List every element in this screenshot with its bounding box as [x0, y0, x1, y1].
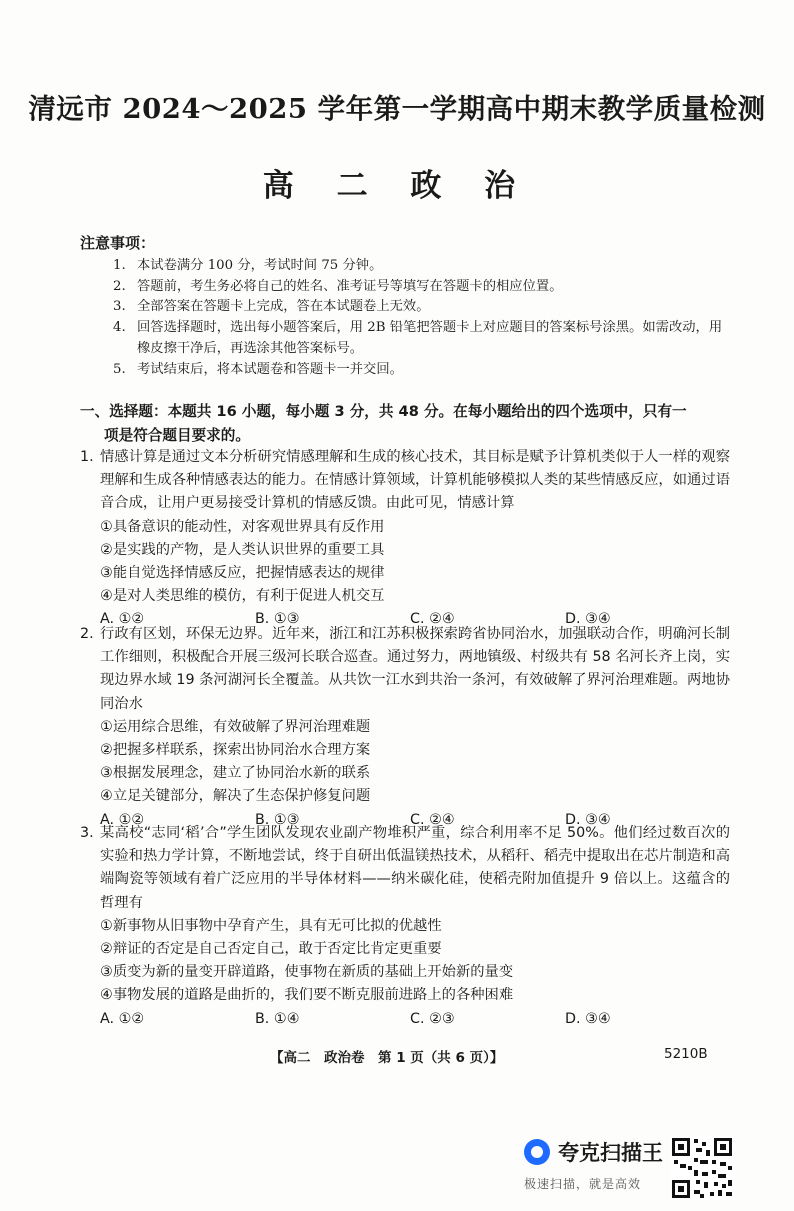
statement-option: ③质变为新的量变开辟道路，使事物在新质的基础上开始新的量变	[100, 964, 514, 981]
question-2	[80, 623, 730, 832]
exam-subject: 高 二 政 治	[262, 168, 532, 204]
question-stem: 某高校“志同‘稻’合”学生团队发现农业副产物堆积严重，综合利用率不足 50%。他们经过数百次的实验和热力学计算，不断地尝试，终于自研出低温镁热技术，从稻秆、稻壳中提取出在芯片制造和高端陶瓷等领域有着广泛应用的半导体材料——纳米碳化硅，使稻壳附加值提升 9 倍以上。这蕴含的哲理有	[100, 825, 730, 911]
notice-heading: 注意事项：	[80, 234, 156, 252]
statement-option: ②把握多样联系，探索出协同治水合理方案	[100, 742, 371, 759]
statement-option: ①具备意识的能动性，对客观世界具有反作用	[100, 518, 385, 535]
question-number: 1.	[80, 449, 94, 465]
watermark-brand: 夸克扫描王	[558, 1141, 663, 1165]
question-1	[80, 446, 730, 632]
notice-item: 5. 考试结束后，将本试题卷和答题卡一并交回。	[113, 361, 403, 377]
paper-code: 5210B	[664, 1046, 708, 1062]
answer-choices	[80, 1008, 730, 1031]
choice-d: D. ③④	[565, 1010, 611, 1027]
notice-item: 1. 本试卷满分 100 分，考试时间 75 分钟。	[113, 258, 383, 273]
statement-option: ③能自觉选择情感反应，把握情感表达的规律	[100, 565, 385, 582]
question-stem: 行政有区划，环保无边界。近年来，浙江和江苏积极探索跨省协同治水，加强联动合作，明确河长制工作细则，积极配合开展三级河长联合巡查。通过努力，两地镇级、村级共有 58 名河长齐上岗，实现边界水域 19 条河湖河长全覆盖。从共饮一江水到共治一条河，有效破解了界河治理难题。两地协同治水	[100, 626, 730, 712]
section-heading: 一、选择题：本题共 16 小题，每小题 3 分，共 48 分。在每小题给出的四个选项中，只有一 项是符合题目要求的。	[80, 403, 687, 444]
choice-b: B. ①③	[255, 811, 300, 828]
scanner-watermark	[524, 1137, 666, 1192]
statement-option: ②是实践的产物，是人类认识世界的重要工具	[100, 541, 385, 558]
choice-d: D. ③④	[565, 811, 611, 828]
qr-code-icon[interactable]	[670, 1136, 734, 1200]
statement-option: ④事物发展的道路是曲折的，我们要不断克服前进路上的各种困难	[100, 987, 514, 1004]
statement-option: ③根据发展理念，建立了协同治水新的联系	[100, 765, 371, 782]
question-3	[80, 822, 730, 1031]
exam-title: 清远市 2024～2025 学年第一学期高中期末教学质量检测	[28, 93, 766, 125]
choice-c: C. ②③	[410, 1010, 455, 1027]
notice-item: 4. 回答选择题时，选出每小题答案后，用 2B 铅笔把答题卡上对应题目的答案标号涂黑。如需改动，用橡皮擦干净后，再选涂其他答案标号。	[113, 320, 723, 356]
notice-item: 3. 全部答案在答题卡上完成，答在本试题卷上无效。	[113, 299, 430, 315]
statement-option: ②辩证的否定是自己否定自己，敢于否定比肯定更重要	[100, 941, 442, 958]
quark-logo-icon	[524, 1139, 550, 1165]
choice-b: B. ①③	[255, 611, 300, 628]
choice-a: A. ①②	[100, 611, 145, 628]
question-number: 2.	[80, 626, 94, 642]
choice-c: C. ②④	[410, 811, 455, 828]
notice-item: 2. 答题前，考生务必将自己的姓名、准考证号等填写在答题卡的相应位置。	[113, 278, 563, 294]
statement-option: ④立足关键部分，解决了生态保护修复问题	[100, 788, 371, 805]
statement-option: ①运用综合思维，有效破解了界河治理难题	[100, 718, 371, 735]
statement-option: ①新事物从旧事物中孕育产生，具有无可比拟的优越性	[100, 917, 442, 934]
choice-b: B. ①④	[255, 1010, 300, 1027]
choice-a: A. ①②	[100, 811, 145, 828]
choice-c: C. ②④	[410, 611, 455, 628]
notice-list	[113, 256, 733, 380]
choice-a: A. ①②	[100, 1010, 145, 1027]
page-footer: 【高二 政治卷 第 1 页（共 6 页）】	[270, 1050, 504, 1066]
watermark-slogan: 极速扫描，就是高效	[524, 1177, 642, 1191]
question-stem: 情感计算是通过文本分析研究情感理解和生成的核心技术，其目标是赋予计算机类似于人一样的观察理解和生成各种情感表达的能力。在情感计算领域，计算机能够模拟人类的某些情感反应，如通过语音合成，让用户更易接受计算机的情感反馈。由此可见，情感计算	[100, 449, 730, 512]
choice-d: D. ③④	[565, 611, 611, 628]
question-number: 3.	[80, 825, 94, 841]
statement-option: ④是对人类思维的模仿，有利于促进人机交互	[100, 588, 385, 605]
